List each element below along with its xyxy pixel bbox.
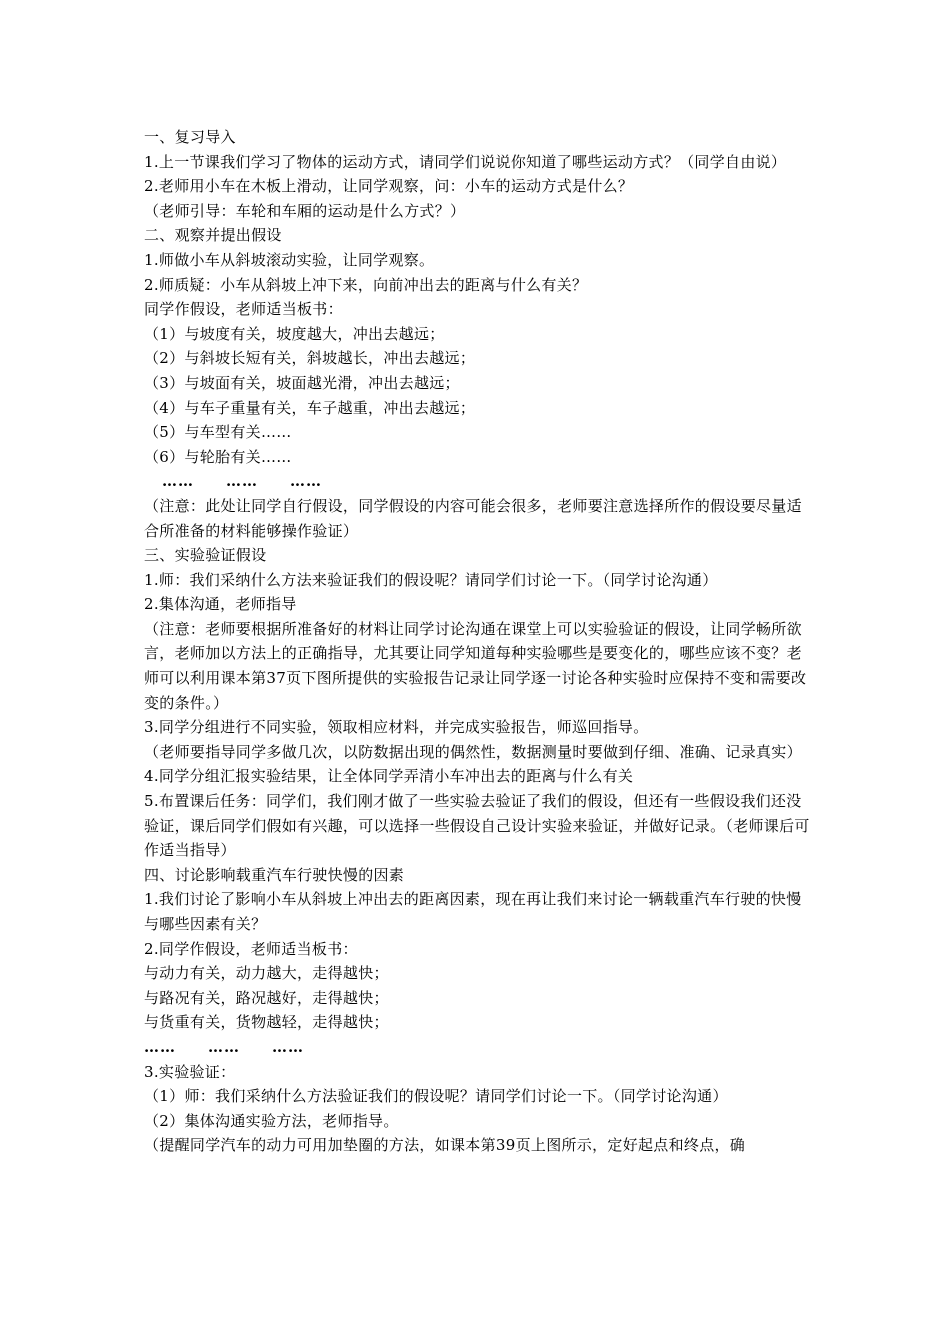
paragraph: 2.集体沟通，老师指导 (144, 595, 297, 614)
teacher-note: （老师引导：车轮和车厢的运动是什么方式？） (144, 201, 466, 220)
paragraph: 2.同学作假设，老师适当板书： (144, 939, 358, 958)
section-heading-observe: 二、观察并提出假设 (144, 226, 282, 245)
paragraph: 同学作假设，老师适当板书： (144, 300, 343, 319)
hypothesis-item: 与路况有关，路况越好，走得越快； (144, 988, 389, 1007)
document-body (144, 125, 810, 1158)
teacher-note: （注意：此处让同学自行假设，同学假设的内容可能会很多，老师要注意选择所作的假设要尽量适合所准备的材料能够操作验证） (144, 496, 802, 540)
paragraph: 3.实验验证： (144, 1062, 236, 1081)
section-heading-review: 一、复习导入 (144, 128, 236, 146)
section-heading-experiment: 三、实验验证假设 (144, 546, 267, 565)
hypothesis-item: 与动力有关，动力越大，走得越快； (144, 964, 389, 983)
paragraph: 1.师：我们采纳什么方法来验证我们的假设呢？请同学们讨论一下。（同学讨论沟通） (144, 570, 718, 589)
paragraph: 3.同学分组进行不同实验，领取相应材料，并完成实验报告，师巡回指导。 (144, 718, 649, 737)
hypothesis-item: （6）与轮胎有关…… (144, 447, 292, 466)
ellipsis-row: …… …… …… (144, 1037, 305, 1056)
paragraph: 2.老师用小车在木板上滑动，让同学观察，问：小车的运动方式是什么？ (144, 177, 634, 196)
hypothesis-item: （5）与车型有关…… (144, 423, 292, 442)
hypothesis-item: （3）与坡面有关，坡面越光滑，冲出去越远； (144, 373, 460, 392)
hypothesis-item: （1）与坡度有关，坡度越大，冲出去越远； (144, 324, 445, 343)
section-heading-discuss: 四、讨论影响载重汽车行驶快慢的因素 (144, 865, 405, 884)
ellipsis-row: …… …… …… (162, 472, 323, 491)
paragraph: （1）师：我们采纳什么方法验证我们的假设呢？请同学们讨论一下。（同学讨论沟通） (144, 1087, 728, 1106)
paragraph: 4.同学分组汇报实验结果，让全体同学弄清小车冲出去的距离与什么有关 (144, 767, 634, 786)
teacher-note: （老师要指导同学多做几次，以防数据出现的偶然性，数据测量时要做到仔细、准确、记录真实） (144, 742, 802, 761)
teacher-note: （注意：老师要根据所准备好的材料让同学讨论沟通在课堂上可以实验验证的假设，让同学畅所欲言，老师加以方法上的正确指导，尤其要让同学知道每种实验哪些是要变化的，哪些应该不变？老师可以利用课本第37页下图所提供的实验报告记录让同学逐一讨论各种实验时应保持不变和需要改变的条件。） (144, 619, 807, 712)
hypothesis-item: （2）与斜坡长短有关，斜坡越长，冲出去越远； (144, 349, 476, 368)
paragraph: 5.布置课后任务：同学们，我们刚才做了一些实验去验证了我们的假设，但还有一些假设我们还没验证，课后同学们假如有兴趣，可以选择一些假设自己设计实验来验证，并做好记录。（老师课后可作适当指导） (144, 792, 810, 860)
paragraph: 1.师做小车从斜坡滚动实验，让同学观察。 (144, 250, 435, 269)
hypothesis-item: 与货重有关，货物越轻，走得越快； (144, 1013, 389, 1032)
paragraph: 1.我们讨论了影响小车从斜坡上冲出去的距离因素，现在再让我们来讨论一辆载重汽车行驶的快慢与哪些因素有关？ (144, 890, 802, 933)
teacher-note: （提醒同学汽车的动力可用加垫圈的方法，如课本第39页上图所示，定好起点和终点，确 (144, 1136, 746, 1155)
paragraph: （2）集体沟通实验方法，老师指导。 (144, 1111, 399, 1130)
paragraph: 2.师质疑：小车从斜坡上冲下来，向前冲出去的距离与什么有关？ (144, 275, 588, 294)
paragraph: 1.上一节课我们学习了物体的运动方式，请同学们说说你知道了哪些运动方式？（同学自由说） (144, 152, 787, 171)
hypothesis-item: （4）与车子重量有关，车子越重，冲出去越远； (144, 398, 476, 417)
